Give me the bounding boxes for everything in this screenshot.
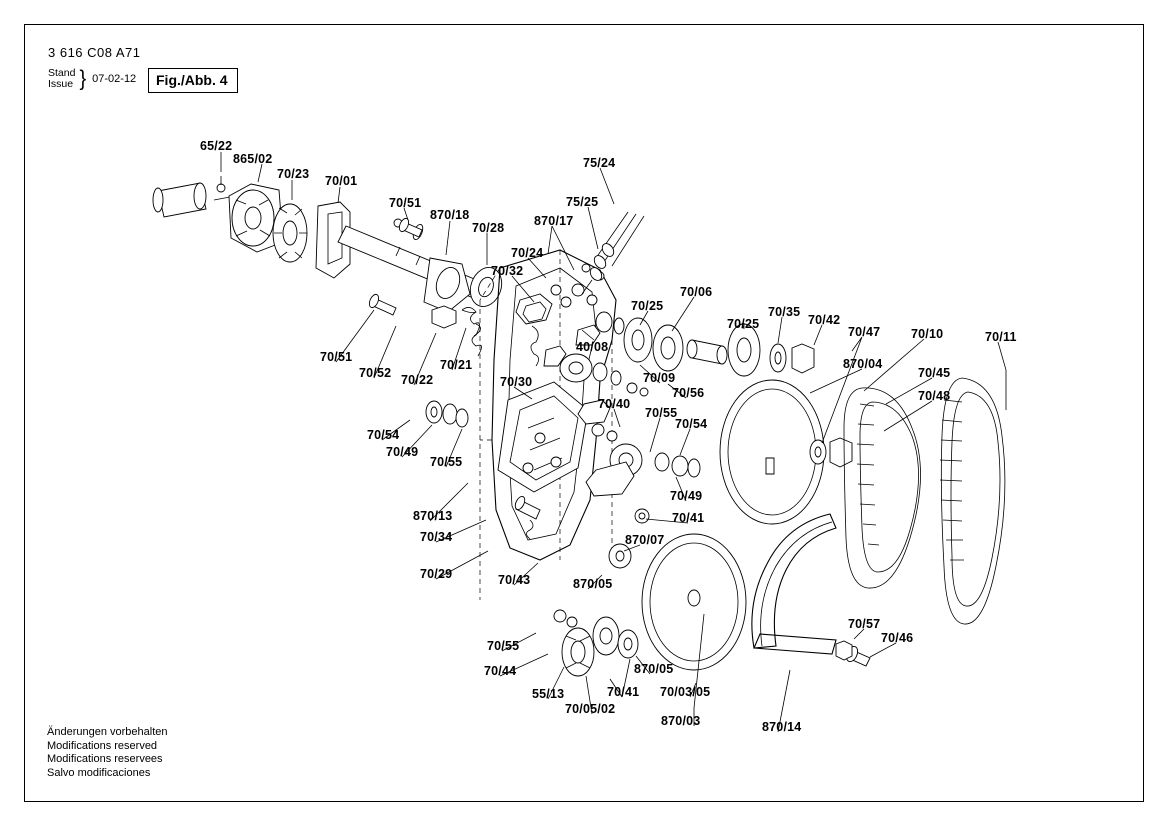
- callout-label: 70/49: [386, 445, 419, 459]
- brace-glyph: }: [79, 66, 87, 92]
- callout-label: 870/18: [430, 208, 470, 222]
- callout-label: 70/05/02: [565, 702, 616, 716]
- footer-line-fr: Modifications reservees: [47, 753, 163, 766]
- part-code: 3 616 C08 A71: [48, 45, 141, 60]
- callout-label: 870/13: [413, 509, 453, 523]
- rod-group: [582, 212, 644, 294]
- callout-label: 870/04: [843, 357, 883, 371]
- callout-label: 75/24: [583, 156, 616, 170]
- callout-label: 870/03: [661, 714, 701, 728]
- callout-label: 70/11: [985, 330, 1017, 344]
- callout-label: 70/41: [607, 685, 640, 699]
- callout-label: 70/32: [491, 264, 524, 278]
- callout-label: 70/24: [511, 246, 544, 260]
- callout-label: 70/28: [472, 221, 505, 235]
- callout-label: 870/05: [573, 577, 613, 591]
- callout-label: 70/57: [848, 617, 881, 631]
- callout-label: 70/41: [672, 511, 705, 525]
- callout-label: 70/06: [680, 285, 713, 299]
- callout-label: 70/35: [768, 305, 801, 319]
- callout-label: 70/43: [498, 573, 531, 587]
- callout-label: 70/03/05: [660, 685, 711, 699]
- callout-label: 70/25: [631, 299, 664, 313]
- callout-label: 70/23: [277, 167, 310, 181]
- callout-label: 70/48: [918, 389, 951, 403]
- footer-disclaimer: [47, 726, 167, 780]
- figure-label-box: Fig./Abb. 4: [148, 68, 238, 93]
- callout-label: 70/55: [645, 406, 678, 420]
- callout-label: 70/47: [848, 325, 881, 339]
- callout-label: 870/14: [762, 720, 802, 734]
- left-washer-cluster: [426, 401, 468, 427]
- callout-label: 865/02: [233, 152, 273, 166]
- callout-label: 70/25: [727, 317, 760, 331]
- callout-label: 870/07: [625, 533, 665, 547]
- callout-label: 70/10: [911, 327, 944, 341]
- callout-label: 70/52: [359, 366, 392, 380]
- issue-label: Issue: [48, 78, 74, 90]
- callout-label: 70/51: [320, 350, 353, 364]
- callout-label: 55/13: [532, 687, 565, 701]
- callout-label: 70/45: [918, 366, 951, 380]
- callout-label: 870/17: [534, 214, 574, 228]
- callout-label: 70/22: [401, 373, 434, 387]
- callout-label: 70/42: [808, 313, 841, 327]
- footer-line-de: Änderungen vorbehalten: [47, 726, 168, 738]
- motor-shaft-group: [153, 176, 507, 356]
- callout-label: 70/49: [670, 489, 703, 503]
- callout-label: 70/34: [420, 530, 453, 544]
- callout-label: 70/54: [367, 428, 400, 442]
- callout-label: 70/30: [500, 375, 533, 389]
- callout-label: 65/22: [200, 139, 233, 153]
- callout-label: 70/21: [440, 358, 473, 372]
- callout-label: 40/08: [576, 340, 609, 354]
- callout-label: 70/55: [487, 639, 520, 653]
- footer-line-es: Salvo modificaciones: [47, 766, 151, 779]
- callout-label: 870/05: [634, 662, 674, 676]
- callout-label: 70/55: [430, 455, 463, 469]
- callout-label: 70/09: [643, 371, 676, 385]
- callout-label: 70/56: [672, 386, 705, 400]
- callout-label: 70/40: [598, 397, 631, 411]
- footer-line-en: Modifications reserved: [47, 739, 158, 752]
- callout-label: 70/29: [420, 567, 453, 581]
- callout-label: 70/54: [675, 417, 708, 431]
- callout-label: 70/51: [389, 196, 422, 210]
- callout-label: 70/44: [484, 664, 517, 678]
- callout-label: 75/25: [566, 195, 599, 209]
- issue-date: 07-02-12: [92, 73, 137, 85]
- lower-pulley-group: [554, 514, 870, 676]
- callout-label: 70/01: [325, 174, 358, 188]
- callout-label: 70/46: [881, 631, 914, 645]
- stand-label: Stand: [48, 67, 76, 79]
